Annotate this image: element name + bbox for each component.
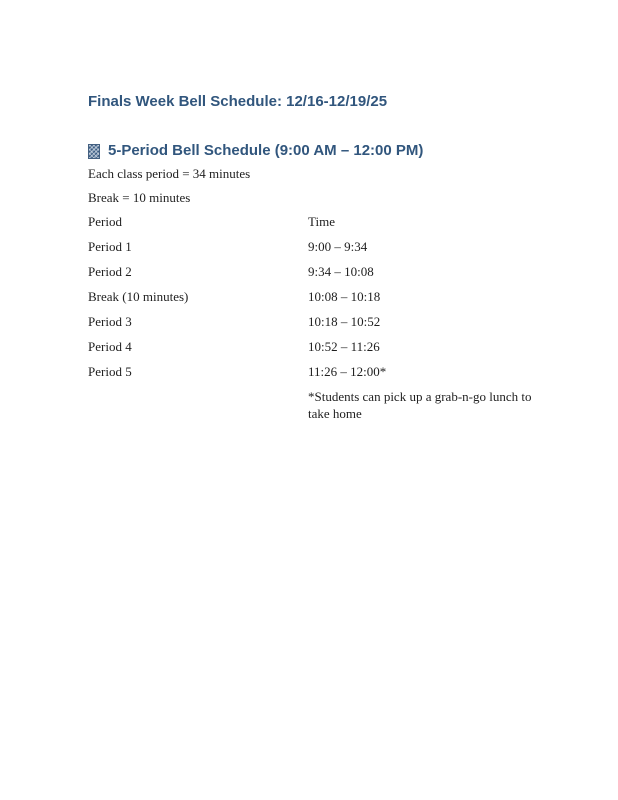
period-cell: Period 1: [88, 239, 132, 254]
table-row: [88, 288, 530, 305]
time-cell: 10:08 – 10:18: [308, 289, 381, 304]
bell-schedule-table: [88, 213, 530, 422]
document-title: Finals Week Bell Schedule: 12/16-12/19/25: [88, 93, 388, 110]
time-cell: 11:26 – 12:00*: [308, 364, 387, 379]
hatched-notebook-icon: [88, 144, 100, 159]
table-row: [88, 238, 530, 255]
period-cell: Period 4: [88, 339, 132, 354]
column-header-time: Time: [308, 214, 335, 229]
intro-class-period-length: Each class period = 34 minutes: [88, 166, 251, 181]
time-cell: 9:00 – 9:34: [308, 239, 368, 254]
lunch-footnote: *Students can pick up a grab-n-go lunch to take home: [308, 389, 532, 421]
period-cell: Break (10 minutes): [88, 289, 189, 304]
period-cell: Period 5: [88, 364, 132, 379]
column-header-period: Period: [88, 214, 122, 229]
table-row: [88, 313, 530, 330]
time-cell: 10:18 – 10:52: [308, 314, 381, 329]
time-cell: 10:52 – 11:26: [308, 339, 380, 354]
table-row: [88, 363, 530, 380]
section-heading: [88, 142, 530, 160]
table-row: [88, 263, 530, 280]
table-header-row: [88, 213, 530, 230]
section-heading-label: 5-Period Bell Schedule (9:00 AM – 12:00 PM): [108, 142, 424, 159]
intro-break-length: Break = 10 minutes: [88, 190, 191, 205]
table-row: [88, 338, 530, 355]
footnote-row: [88, 388, 530, 422]
period-cell: Period 3: [88, 314, 132, 329]
empty-cell: [88, 388, 308, 422]
time-cell: 9:34 – 10:08: [308, 264, 374, 279]
period-cell: Period 2: [88, 264, 132, 279]
